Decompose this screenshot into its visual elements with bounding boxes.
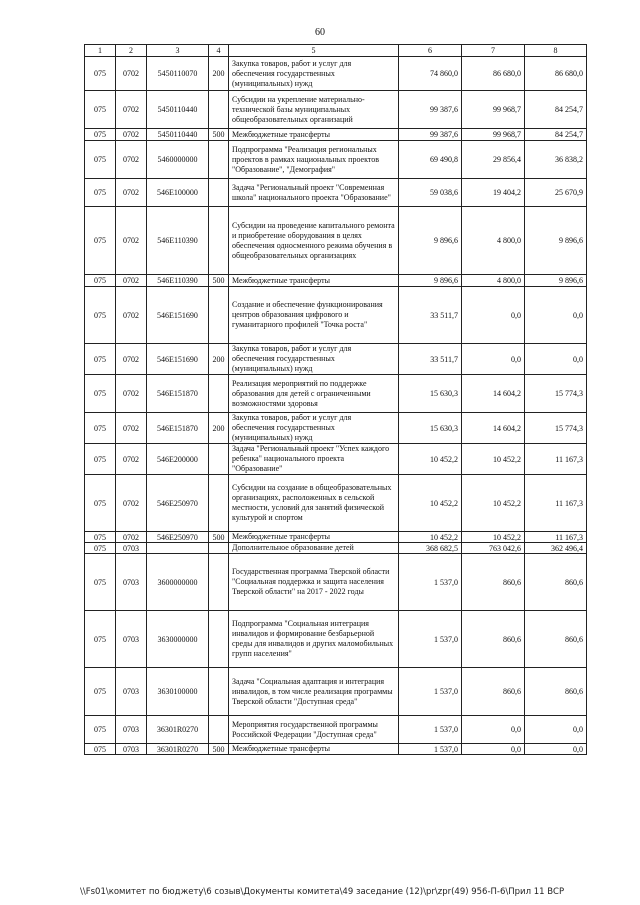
table-row: [85, 716, 587, 744]
cell-description: Закупка товаров, работ и услуг для обеспечения государственных (муниципальных) нужд: [229, 57, 399, 91]
table-row: [85, 475, 587, 532]
cell-section-code: 0702: [116, 275, 147, 287]
cell-expense-type: 200: [209, 344, 229, 375]
budget-table: [84, 44, 587, 755]
cell-description: Дополнительное образование детей: [229, 543, 399, 554]
cell-amount-2020: 9 896,6: [399, 207, 462, 275]
cell-amount-2022: 86 680,0: [525, 57, 587, 91]
cell-section-code: 0702: [116, 375, 147, 413]
cell-amount-2021: 10 452,2: [462, 475, 525, 532]
cell-amount-2020: 1 537,0: [399, 611, 462, 668]
cell-ministry-code: 075: [85, 375, 116, 413]
cell-expense-type: [209, 287, 229, 344]
cell-ministry-code: 075: [85, 91, 116, 129]
cell-amount-2021: 0,0: [462, 287, 525, 344]
cell-amount-2021: 14 604,2: [462, 375, 525, 413]
cell-expense-type: 200: [209, 413, 229, 444]
cell-amount-2022: 9 896,6: [525, 275, 587, 287]
page-number: 60: [315, 27, 325, 38]
cell-amount-2022: 860,6: [525, 611, 587, 668]
cell-description: Задача "Региональный проект "Успех каждого ребенка" национального проекта "Образование": [229, 444, 399, 475]
cell-amount-2020: 15 630,3: [399, 413, 462, 444]
cell-ministry-code: 075: [85, 207, 116, 275]
table-row: [85, 207, 587, 275]
cell-target-article: 546E110390: [147, 207, 209, 275]
cell-description: Задача "Социальная адаптация и интеграция инвалидов, в том числе реализация программы Тверской области "Доступная среда": [229, 668, 399, 716]
cell-expense-type: [209, 611, 229, 668]
cell-amount-2022: 860,6: [525, 554, 587, 611]
cell-expense-type: 500: [209, 275, 229, 287]
cell-expense-type: [209, 207, 229, 275]
table-row: [85, 91, 587, 129]
column-header: 1: [85, 45, 116, 57]
cell-target-article: 5460000000: [147, 141, 209, 179]
cell-target-article: 546E151690: [147, 287, 209, 344]
cell-amount-2022: 15 774,3: [525, 413, 587, 444]
cell-section-code: 0703: [116, 543, 147, 554]
cell-amount-2020: 1 537,0: [399, 744, 462, 755]
column-header: 5: [229, 45, 399, 57]
table-row: [85, 532, 587, 543]
column-header: 6: [399, 45, 462, 57]
cell-amount-2022: 11 167,3: [525, 532, 587, 543]
cell-expense-type: 500: [209, 129, 229, 141]
cell-section-code: 0702: [116, 475, 147, 532]
cell-ministry-code: 075: [85, 475, 116, 532]
cell-section-code: 0703: [116, 554, 147, 611]
cell-expense-type: 500: [209, 532, 229, 543]
cell-amount-2022: 0,0: [525, 716, 587, 744]
cell-ministry-code: 075: [85, 444, 116, 475]
column-number-row: [85, 45, 587, 57]
cell-amount-2022: 11 167,3: [525, 444, 587, 475]
table-row: [85, 744, 587, 755]
cell-section-code: 0703: [116, 744, 147, 755]
cell-section-code: 0702: [116, 413, 147, 444]
table-row: [85, 141, 587, 179]
cell-ministry-code: 075: [85, 179, 116, 207]
cell-amount-2020: 368 682,5: [399, 543, 462, 554]
cell-expense-type: [209, 554, 229, 611]
cell-expense-type: [209, 444, 229, 475]
cell-section-code: 0703: [116, 668, 147, 716]
cell-expense-type: [209, 141, 229, 179]
cell-section-code: 0702: [116, 141, 147, 179]
cell-expense-type: [209, 475, 229, 532]
cell-amount-2021: 99 968,7: [462, 91, 525, 129]
column-header: 2: [116, 45, 147, 57]
cell-section-code: 0702: [116, 207, 147, 275]
cell-section-code: 0702: [116, 179, 147, 207]
table-row: [85, 611, 587, 668]
cell-amount-2021: 763 042,6: [462, 543, 525, 554]
cell-amount-2022: 84 254,7: [525, 129, 587, 141]
cell-ministry-code: 075: [85, 532, 116, 543]
cell-amount-2020: 99 387,6: [399, 91, 462, 129]
cell-target-article: 546E250970: [147, 532, 209, 543]
cell-description: Субсидии на создание в общеобразовательных организациях, расположенных в сельской местности, условий для занятий физической культурой и спортом: [229, 475, 399, 532]
cell-amount-2021: 10 452,2: [462, 444, 525, 475]
cell-target-article: [147, 543, 209, 554]
cell-expense-type: [209, 375, 229, 413]
cell-expense-type: [209, 716, 229, 744]
cell-ministry-code: 075: [85, 57, 116, 91]
cell-amount-2020: 1 537,0: [399, 668, 462, 716]
cell-ministry-code: 075: [85, 129, 116, 141]
cell-amount-2022: 0,0: [525, 344, 587, 375]
cell-description: Закупка товаров, работ и услуг для обеспечения государственных (муниципальных) нужд: [229, 344, 399, 375]
cell-section-code: 0702: [116, 444, 147, 475]
cell-amount-2021: 14 604,2: [462, 413, 525, 444]
column-header: 8: [525, 45, 587, 57]
cell-description: Государственная программа Тверской области "Социальная поддержка и защита населения Тверской области" на 2017 - 2022 годы: [229, 554, 399, 611]
cell-amount-2020: 10 452,2: [399, 475, 462, 532]
cell-section-code: 0702: [116, 57, 147, 91]
file-path-footer: \\Fs01\комитет по бюджету\6 созыв\Документы комитета\49 заседание (12)\pr\zpr(49) 956-П-6\Прил 11 ВСР: [80, 887, 565, 897]
cell-amount-2022: 0,0: [525, 744, 587, 755]
cell-expense-type: 500: [209, 744, 229, 755]
cell-target-article: 546E151870: [147, 375, 209, 413]
cell-amount-2020: 15 630,3: [399, 375, 462, 413]
table-row: [85, 543, 587, 554]
cell-ministry-code: 075: [85, 668, 116, 716]
table-row: [85, 179, 587, 207]
cell-amount-2022: 84 254,7: [525, 91, 587, 129]
cell-target-article: 5450110440: [147, 91, 209, 129]
cell-amount-2021: 4 800,0: [462, 207, 525, 275]
cell-ministry-code: 075: [85, 543, 116, 554]
cell-amount-2021: 860,6: [462, 611, 525, 668]
table-row: [85, 668, 587, 716]
cell-section-code: 0702: [116, 91, 147, 129]
cell-description: Межбюджетные трансферты: [229, 744, 399, 755]
cell-expense-type: [209, 91, 229, 129]
cell-description: Межбюджетные трансферты: [229, 129, 399, 141]
cell-target-article: 546E100000: [147, 179, 209, 207]
table-row: [85, 287, 587, 344]
cell-target-article: 3600000000: [147, 554, 209, 611]
cell-amount-2021: 860,6: [462, 668, 525, 716]
cell-amount-2021: 860,6: [462, 554, 525, 611]
cell-ministry-code: 075: [85, 413, 116, 444]
cell-amount-2022: 9 896,6: [525, 207, 587, 275]
cell-amount-2020: 10 452,2: [399, 444, 462, 475]
cell-target-article: 5450110440: [147, 129, 209, 141]
cell-target-article: 546E110390: [147, 275, 209, 287]
table-row: [85, 413, 587, 444]
cell-amount-2022: 15 774,3: [525, 375, 587, 413]
cell-amount-2021: 0,0: [462, 744, 525, 755]
cell-target-article: 546E200000: [147, 444, 209, 475]
cell-amount-2020: 74 860,0: [399, 57, 462, 91]
cell-target-article: 3630000000: [147, 611, 209, 668]
cell-amount-2020: 99 387,6: [399, 129, 462, 141]
cell-expense-type: 200: [209, 57, 229, 91]
cell-target-article: 546E250970: [147, 475, 209, 532]
table-row: [85, 375, 587, 413]
cell-amount-2020: 1 537,0: [399, 554, 462, 611]
cell-amount-2020: 9 896,6: [399, 275, 462, 287]
cell-description: Закупка товаров, работ и услуг для обеспечения государственных (муниципальных) нужд: [229, 413, 399, 444]
cell-amount-2022: 860,6: [525, 668, 587, 716]
cell-section-code: 0702: [116, 287, 147, 344]
cell-target-article: 3630100000: [147, 668, 209, 716]
cell-amount-2021: 10 452,2: [462, 532, 525, 543]
cell-ministry-code: 075: [85, 611, 116, 668]
cell-expense-type: [209, 668, 229, 716]
cell-section-code: 0702: [116, 129, 147, 141]
cell-ministry-code: 075: [85, 287, 116, 344]
cell-target-article: 546E151690: [147, 344, 209, 375]
cell-amount-2022: 0,0: [525, 287, 587, 344]
cell-description: Межбюджетные трансферты: [229, 532, 399, 543]
cell-amount-2022: 36 838,2: [525, 141, 587, 179]
cell-ministry-code: 075: [85, 275, 116, 287]
cell-ministry-code: 075: [85, 716, 116, 744]
cell-amount-2021: 19 404,2: [462, 179, 525, 207]
cell-description: Мероприятия государственной программы Российской Федерации "Доступная среда": [229, 716, 399, 744]
cell-amount-2021: 0,0: [462, 344, 525, 375]
cell-description: Реализация мероприятий по поддержке образования для детей с ограниченными возможностями здоровья: [229, 375, 399, 413]
cell-description: Создание и обеспечение функционирования центров образования цифрового и гуманитарного профилей "Точка роста": [229, 287, 399, 344]
cell-description: Задача "Региональный проект "Современная школа" национального проекта "Образование": [229, 179, 399, 207]
cell-amount-2020: 10 452,2: [399, 532, 462, 543]
table-row: [85, 554, 587, 611]
cell-amount-2020: 1 537,0: [399, 716, 462, 744]
column-header: 3: [147, 45, 209, 57]
cell-description: Субсидии на проведение капитального ремонта и приобретение оборудования в целях обеспечения односменного режима обучения в общеобразовательных организациях: [229, 207, 399, 275]
cell-amount-2021: 86 680,0: [462, 57, 525, 91]
table-row: [85, 344, 587, 375]
cell-section-code: 0702: [116, 344, 147, 375]
table-row: [85, 444, 587, 475]
column-header: 7: [462, 45, 525, 57]
cell-expense-type: [209, 179, 229, 207]
table-row: [85, 129, 587, 141]
column-header: 4: [209, 45, 229, 57]
cell-section-code: 0703: [116, 611, 147, 668]
cell-amount-2020: 69 490,8: [399, 141, 462, 179]
cell-amount-2022: 25 670,9: [525, 179, 587, 207]
cell-amount-2020: 33 511,7: [399, 344, 462, 375]
cell-amount-2020: 33 511,7: [399, 287, 462, 344]
cell-amount-2021: 29 856,4: [462, 141, 525, 179]
cell-expense-type: [209, 543, 229, 554]
cell-ministry-code: 075: [85, 344, 116, 375]
cell-ministry-code: 075: [85, 141, 116, 179]
cell-description: Субсидии на укрепление материально-технической базы муниципальных общеобразовательных организаций: [229, 91, 399, 129]
cell-section-code: 0702: [116, 532, 147, 543]
cell-amount-2022: 362 496,4: [525, 543, 587, 554]
cell-section-code: 0703: [116, 716, 147, 744]
cell-target-article: 36301R0270: [147, 716, 209, 744]
cell-target-article: 546E151870: [147, 413, 209, 444]
cell-target-article: 36301R0270: [147, 744, 209, 755]
cell-description: Подпрограмма "Социальная интеграция инвалидов и формирование безбарьерной среды для инвалидов и других маломобильных групп населения": [229, 611, 399, 668]
cell-amount-2021: 99 968,7: [462, 129, 525, 141]
cell-amount-2021: 0,0: [462, 716, 525, 744]
cell-description: Подпрограмма "Реализация региональных проектов в рамках национальных проектов "Образование", "Демография": [229, 141, 399, 179]
cell-description: Межбюджетные трансферты: [229, 275, 399, 287]
cell-ministry-code: 075: [85, 744, 116, 755]
cell-amount-2021: 4 800,0: [462, 275, 525, 287]
cell-ministry-code: 075: [85, 554, 116, 611]
table-row: [85, 275, 587, 287]
cell-target-article: 5450110070: [147, 57, 209, 91]
cell-amount-2020: 59 038,6: [399, 179, 462, 207]
cell-amount-2022: 11 167,3: [525, 475, 587, 532]
table-row: [85, 57, 587, 91]
